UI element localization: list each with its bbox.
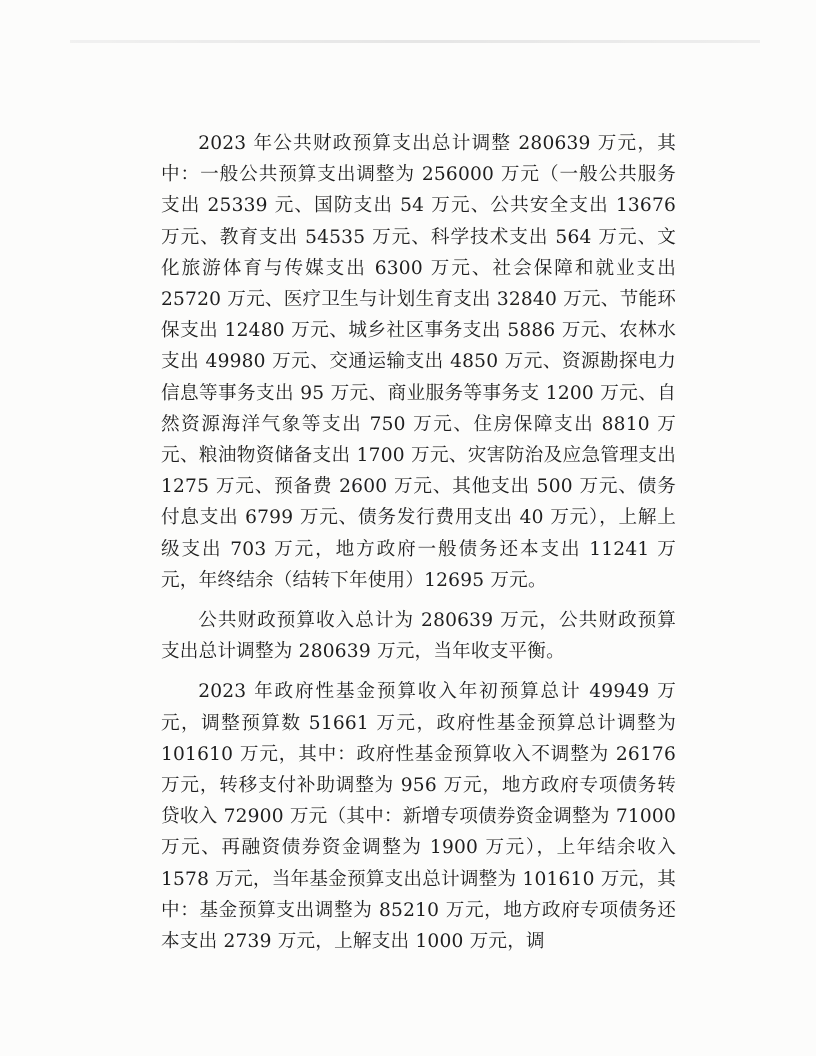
document-body [161,128,676,966]
paragraph-government-fund-budget: 2023 年政府性基金预算收入年初预算总计 49949 万元，调整预算数 51661 万元，政府性基金预算总计调整为 101610 万元，其中：政府性基金预算收入不调整为 26176 万元，转移支付补助调整为 956 万元，地方政府专项债务转贷收入 72900 万元（其中：新增专项债券资金调整为 71000 万元、再融资债券资金调整为 1900 万元），上年结余收入 1578 万元，当年基金预算支出总计调整为 101610 万元，其中：基金预算支出调整为 85210 万元，地方政府专项债务还本支出 2739 万元，上解支出 1000 万元，调 [161,681,676,953]
page-edge-shadow [70,40,760,43]
paragraph-expenditure-adjustment: 2023 年公共财政预算支出总计调整 280639 万元，其中：一般公共预算支出调整为 256000 万元（一般公共服务支出 25339 元、国防支出 54 万元、公共安全支出 13676 万元、教育支出 54535 万元、科学技术支出 564 万元、文化旅游体育与传媒支出 6300 万元、社会保障和就业支出 25720 万元、医疗卫生与计划生育支出 32840 万元、节能环保支出 12480 万元、城乡社区事务支出 5886 万元、农林水支出 49980 万元、交通运输支出 4850 万元、资源勘探电力信息等事务支出 95 万元、商业服务等事务支 1200 万元、自然资源海洋气象等支出 750 万元、住房保障支出 8810 万元、粮油物资储备支出 1700 万元、灾害防治及应急管理支出 1275 万元、预备费 2600 万元、其他支出 500 万元、债务付息支出 6799 万元、债务发行费用支出 40 万元），上解上级支出 703 万元，地方政府一般债务还本支出 11241 万元，年终结余（结转下年使用）12695 万元。 [161,133,676,591]
paragraph-revenue-balance: 公共财政预算收入总计为 280639 万元，公共财政预算支出总计调整为 280639 万元，当年收支平衡。 [161,610,676,663]
